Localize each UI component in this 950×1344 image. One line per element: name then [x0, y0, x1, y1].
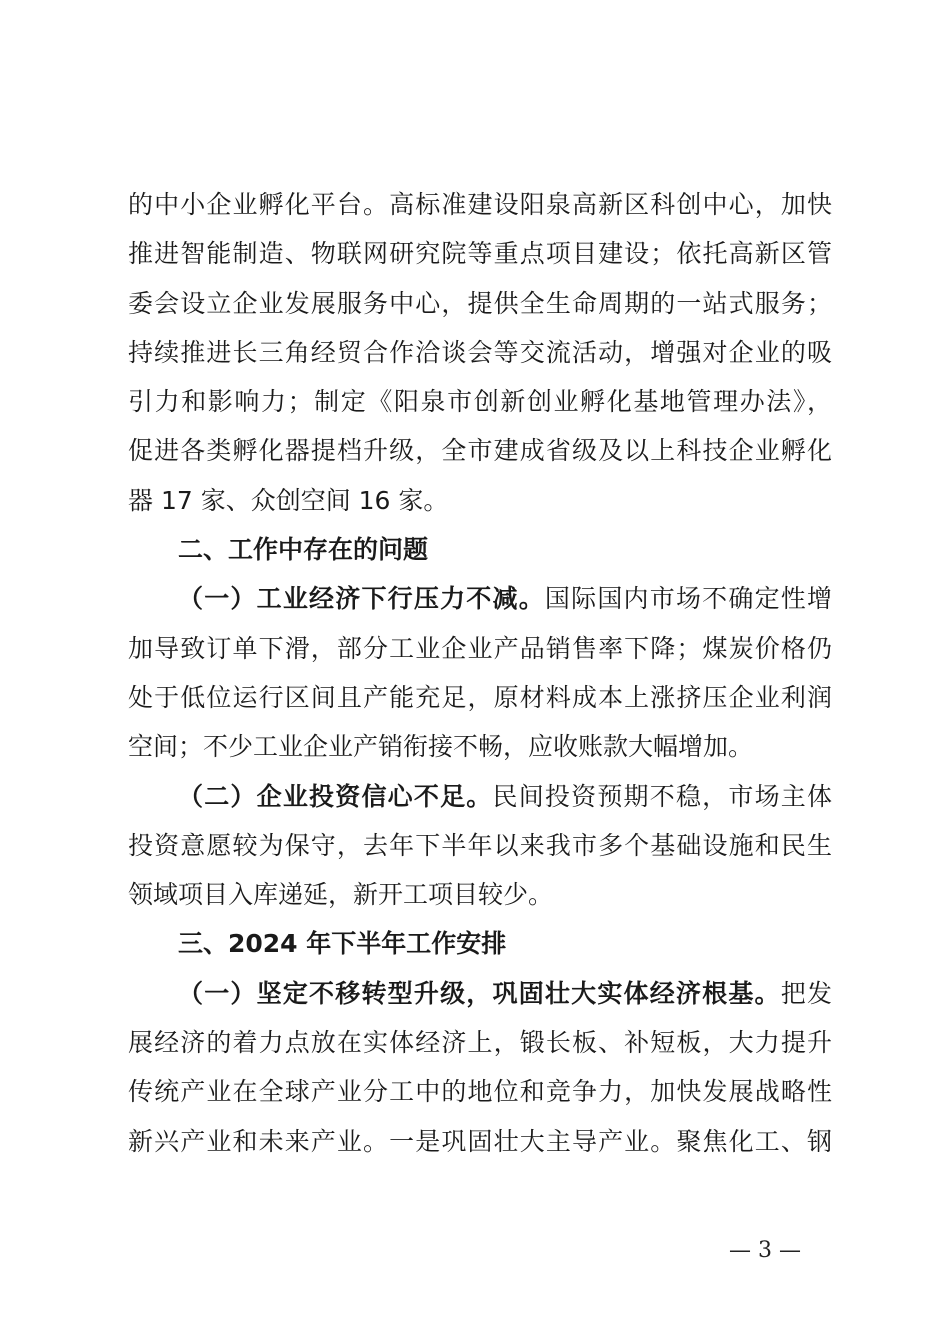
paragraph-text: 把发: [780, 978, 832, 1008]
paragraph-line: 委会设立企业发展服务中心，提供全生命周期的一站式服务；: [128, 288, 832, 318]
paragraph-line: 加导致订单下滑，部分工业企业产品销售率下降；煤炭价格仍: [128, 633, 832, 663]
paragraph-line: 的中小企业孵化平台。高标准建设阳泉高新区科创中心，加快: [128, 190, 832, 219]
paragraph-line: 投资意愿较为保守，去年下半年以来我市多个基础设施和民生: [128, 830, 832, 860]
paragraph-line: 领域项目入库递延，新开工项目较少。: [128, 880, 554, 910]
paragraph-line: 促进各类孵化器提档升级，全市建成省级及以上科技企业孵化: [128, 436, 832, 466]
paragraph-line: 推进智能制造、物联网研究院等重点项目建设；依托高新区管: [128, 239, 832, 269]
paragraph-text: 国际国内市场不确定性增: [544, 584, 832, 614]
paragraph-first-line: [128, 772, 832, 821]
section-heading-plan: 三、2024 年下半年工作安排: [178, 929, 507, 959]
document-body: [128, 180, 832, 1166]
paragraph-line: 空间；不少工业企业产销衔接不畅，应收账款大幅增加。: [128, 732, 754, 762]
page-number: — 3 —: [729, 1238, 801, 1263]
paragraph-line: 展经济的着力点放在实体经济上，锻长板、补短板，大力提升: [128, 1028, 832, 1058]
paragraph-line: 器 17 家、众创空间 16 家。: [128, 485, 449, 515]
paragraph-line: 传统产业在全球产业分工中的地位和竞争力，加快发展战略性: [128, 1077, 832, 1107]
paragraph-text: 民间投资预期不稳，市场主体: [492, 781, 832, 811]
paragraph-line: 引力和影响力；制定《阳泉市创新创业孵化基地管理办法》，: [128, 387, 832, 417]
paragraph-first-line: [128, 969, 832, 1018]
paragraph-line: 新兴产业和未来产业。一是巩固壮大主导产业。聚焦化工、钢: [128, 1126, 832, 1156]
subsection-lead: （一）坚定不移转型升级，巩固壮大实体经济根基。: [178, 978, 781, 1008]
paragraph-first-line: [128, 574, 832, 623]
paragraph-line: 处于低位运行区间且产能充足，原材料成本上涨挤压企业利润: [128, 682, 832, 712]
section-heading-problems: 二、工作中存在的问题: [178, 535, 429, 565]
subsection-lead: （一）工业经济下行压力不减。: [178, 584, 545, 614]
subsection-lead: （二）企业投资信心不足。: [178, 781, 493, 811]
paragraph-line: 持续推进长三角经贸合作洽谈会等交流活动，增强对企业的吸: [128, 337, 832, 367]
